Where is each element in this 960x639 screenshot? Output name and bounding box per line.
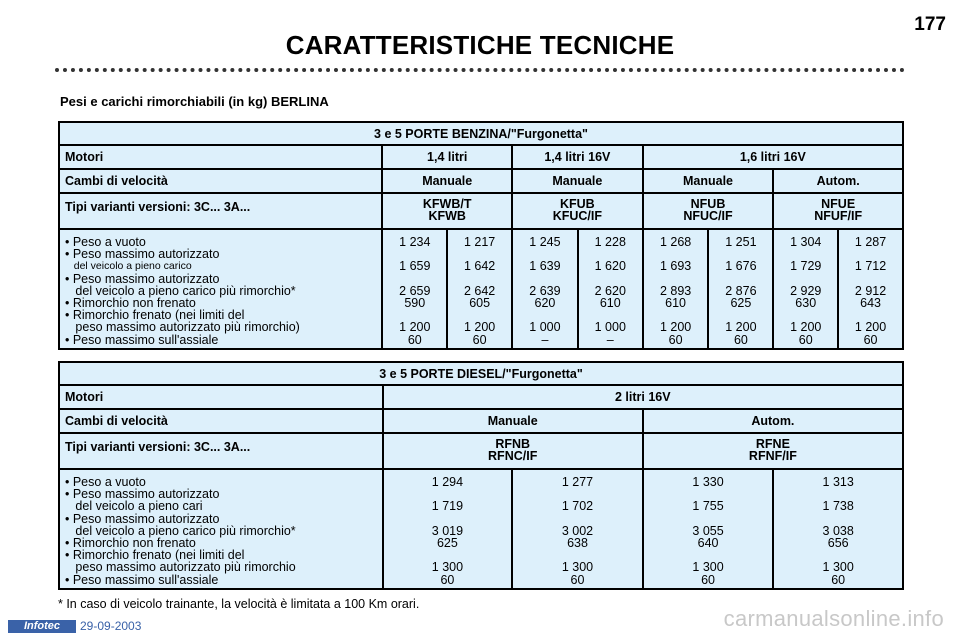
- label-line: • Peso massimo autorizzato: [65, 487, 220, 502]
- engine-header: 1,4 litri: [382, 145, 512, 169]
- weight-value: –: [541, 332, 549, 347]
- weight-value: 1 000: [529, 320, 561, 335]
- label-line: • Peso massimo autorizzato: [65, 271, 220, 286]
- weight-value: 1 300: [431, 560, 464, 575]
- watermark: carmanualsonline.info: [723, 606, 944, 631]
- footnote: * In caso di veicolo trainante, la velocità è limitata a 100 Km orari.: [58, 597, 420, 611]
- weight-value: 60: [733, 332, 748, 347]
- weight-value: 2 876: [725, 283, 757, 298]
- infotec-logo: Infotec: [8, 620, 76, 633]
- label-line: del veicolo a pieno carico più rimorchio*: [65, 523, 296, 538]
- weight-value: 1 620: [594, 259, 626, 274]
- weight-value: 60: [701, 572, 716, 587]
- weight-value: 638: [567, 535, 588, 550]
- weight-value: 1 729: [790, 259, 822, 274]
- weight-column: [578, 229, 643, 349]
- engines-label: Motori: [59, 385, 383, 409]
- weight-value: 1 245: [529, 235, 561, 249]
- row-spacer: [649, 273, 703, 285]
- weight-value: 1 294: [431, 475, 464, 489]
- variant-code: RFNE RFNF/IF: [643, 433, 903, 469]
- weight-value: 3 055: [692, 523, 724, 538]
- label-line: • Peso massimo autorizzato: [65, 247, 220, 262]
- weight-value: 1 000: [594, 320, 626, 335]
- row-spacer: [584, 273, 637, 285]
- weight-value: 610: [665, 295, 686, 310]
- weight-value: 1 300: [822, 560, 854, 575]
- label-line: peso massimo autorizzato più rimorchio): [65, 320, 300, 335]
- weight-value: 2 929: [790, 283, 822, 298]
- weight-column: [773, 229, 838, 349]
- gearbox-header: Autom.: [643, 409, 903, 433]
- gearbox-header: Manuale: [512, 169, 643, 193]
- table-title: 3 e 5 PORTE BENZINA/"Furgonetta": [59, 122, 903, 145]
- weight-value: 590: [404, 295, 426, 310]
- weight-value: 1 251: [725, 235, 757, 249]
- weight-column: [643, 469, 774, 589]
- row-spacer: [389, 513, 507, 525]
- weight-value: 1 228: [594, 235, 626, 249]
- weight-value: 1 712: [854, 259, 887, 274]
- footer-date: 29-09-2003: [80, 619, 142, 633]
- weight-value: 1 300: [692, 560, 724, 575]
- weight-value: 625: [730, 295, 752, 310]
- weight-value: 1 217: [463, 235, 496, 249]
- row-spacer: [714, 273, 767, 285]
- weight-value: 1 277: [561, 475, 594, 489]
- petrol-weights-table: [58, 121, 904, 350]
- page-number: 177: [914, 14, 946, 35]
- row-spacer: [518, 513, 637, 525]
- weight-column: [708, 229, 773, 349]
- diesel-weights-table: [58, 361, 904, 590]
- weight-value: 625: [436, 535, 458, 550]
- label-line: • Rimorchio frenato (nei limiti del: [65, 308, 245, 323]
- row-spacer: [844, 273, 897, 285]
- gearbox-header: Autom.: [773, 169, 903, 193]
- label-line: • Rimorchio frenato (nei limiti del: [65, 548, 245, 563]
- weight-value: 60: [440, 572, 455, 587]
- weight-value: 1 300: [561, 560, 594, 575]
- weight-value: 2 639: [529, 283, 561, 298]
- section-heading: Pesi e carichi rimorchiabili (in kg) BERLINA: [60, 94, 329, 109]
- weight-value: 643: [860, 295, 881, 310]
- weight-value: 605: [469, 295, 491, 310]
- weight-value: 2 912: [854, 283, 887, 298]
- variant-code: RFNB RFNC/IF: [383, 433, 643, 469]
- weight-value: 3 038: [822, 523, 854, 538]
- label-line: • Peso massimo sull'assiale: [65, 572, 219, 587]
- weight-value: 1 755: [692, 499, 724, 514]
- weight-column: [447, 229, 512, 349]
- row-spacer: [388, 273, 441, 285]
- row-spacer: [453, 273, 506, 285]
- weight-value: 610: [599, 295, 621, 310]
- weight-value: 630: [795, 295, 817, 310]
- weight-value: 60: [570, 572, 585, 587]
- weight-value: 60: [472, 332, 487, 347]
- weight-value: 1 200: [659, 320, 692, 335]
- table-title: 3 e 5 PORTE DIESEL/"Furgonetta": [59, 362, 903, 385]
- label-line: • Rimorchio non frenato: [65, 295, 196, 310]
- weight-value: 1 304: [790, 235, 822, 249]
- weight-value: 2 659: [399, 283, 431, 298]
- weight-value: 1 200: [854, 320, 887, 335]
- weight-value: 1 200: [725, 320, 757, 335]
- dotted-divider: [55, 68, 905, 72]
- engine-header: 1,6 litri 16V: [643, 145, 903, 169]
- weight-value: 60: [831, 572, 846, 587]
- weight-value: 1 693: [659, 259, 692, 274]
- variants-label: Tipi varianti versioni: 3C... 3A...: [59, 433, 383, 469]
- weight-value: 3 019: [431, 523, 464, 538]
- weight-value: 1 702: [561, 499, 594, 514]
- weight-value: 1 200: [399, 320, 431, 335]
- weight-column: [512, 469, 643, 589]
- label-line: • Peso massimo sull'assiale: [65, 332, 219, 347]
- weight-value: 620: [534, 295, 556, 310]
- weight-value: 656: [827, 535, 849, 550]
- weight-value: 640: [697, 535, 719, 550]
- weight-labels: [59, 469, 383, 589]
- weight-value: 60: [798, 332, 813, 347]
- engines-label: Motori: [59, 145, 382, 169]
- variant-code: KFWB/T KFWB: [382, 193, 512, 229]
- row-spacer: [518, 273, 572, 285]
- label-line: • Peso massimo autorizzato: [65, 511, 220, 526]
- weight-value: 1 313: [822, 475, 854, 489]
- weight-value: 1 659: [399, 259, 431, 274]
- weight-value: 2 620: [594, 283, 626, 298]
- label-line: • Peso a vuoto: [65, 475, 146, 489]
- weight-value: 60: [407, 332, 422, 347]
- weight-column: [382, 229, 447, 349]
- row-spacer: [779, 513, 897, 525]
- gearbox-header: Manuale: [643, 169, 774, 193]
- label-line: peso massimo autorizzato più rimorchio: [65, 560, 296, 575]
- weight-value: 1 719: [431, 499, 464, 514]
- weight-value: 1 268: [659, 235, 692, 249]
- row-spacer: [649, 513, 768, 525]
- weight-value: 1 738: [822, 499, 854, 514]
- weight-value: 2 642: [463, 283, 496, 298]
- label-line: del veicolo a pieno cari: [65, 499, 203, 514]
- weight-value: 1 642: [463, 259, 496, 274]
- weight-value: 1 200: [463, 320, 496, 335]
- weight-labels: [59, 229, 382, 349]
- weight-value: 1 639: [529, 259, 561, 274]
- variant-code: NFUB NFUC/IF: [643, 193, 774, 229]
- weight-value: 1 330: [692, 475, 724, 489]
- variant-code: KFUB KFUC/IF: [512, 193, 643, 229]
- engine-header: 2 litri 16V: [383, 385, 903, 409]
- weight-value: 2 893: [659, 283, 692, 298]
- weight-value: 3 002: [561, 523, 594, 538]
- gearbox-label: Cambi di velocità: [59, 169, 382, 193]
- label-line: • Rimorchio non frenato: [65, 535, 196, 550]
- label-line: • Peso a vuoto: [65, 235, 146, 249]
- weight-value: 1 676: [725, 259, 757, 274]
- gearbox-header: Manuale: [383, 409, 643, 433]
- weight-column: [512, 229, 578, 349]
- variants-label: Tipi varianti versioni: 3C... 3A...: [59, 193, 382, 229]
- row-spacer: [779, 273, 832, 285]
- weight-value: 60: [668, 332, 683, 347]
- label-line: del veicolo a pieno carico più rimorchio*: [65, 283, 296, 298]
- label-line: del veicolo a pieno carico: [65, 260, 192, 273]
- gearbox-label: Cambi di velocità: [59, 409, 383, 433]
- weight-value: 1 287: [854, 235, 887, 249]
- gearbox-header: Manuale: [382, 169, 512, 193]
- variant-code: NFUE NFUF/IF: [773, 193, 903, 229]
- page-title: CARATTERISTICHE TECNICHE: [285, 30, 675, 60]
- engine-header: 1,4 litri 16V: [512, 145, 643, 169]
- weight-column: [773, 469, 903, 589]
- weight-column: [643, 229, 709, 349]
- weight-column: [838, 229, 903, 349]
- weight-value: 60: [863, 332, 878, 347]
- weight-value: 1 200: [790, 320, 822, 335]
- weight-column: [383, 469, 513, 589]
- weight-value: 1 234: [399, 235, 431, 249]
- weight-value: –: [606, 332, 614, 347]
